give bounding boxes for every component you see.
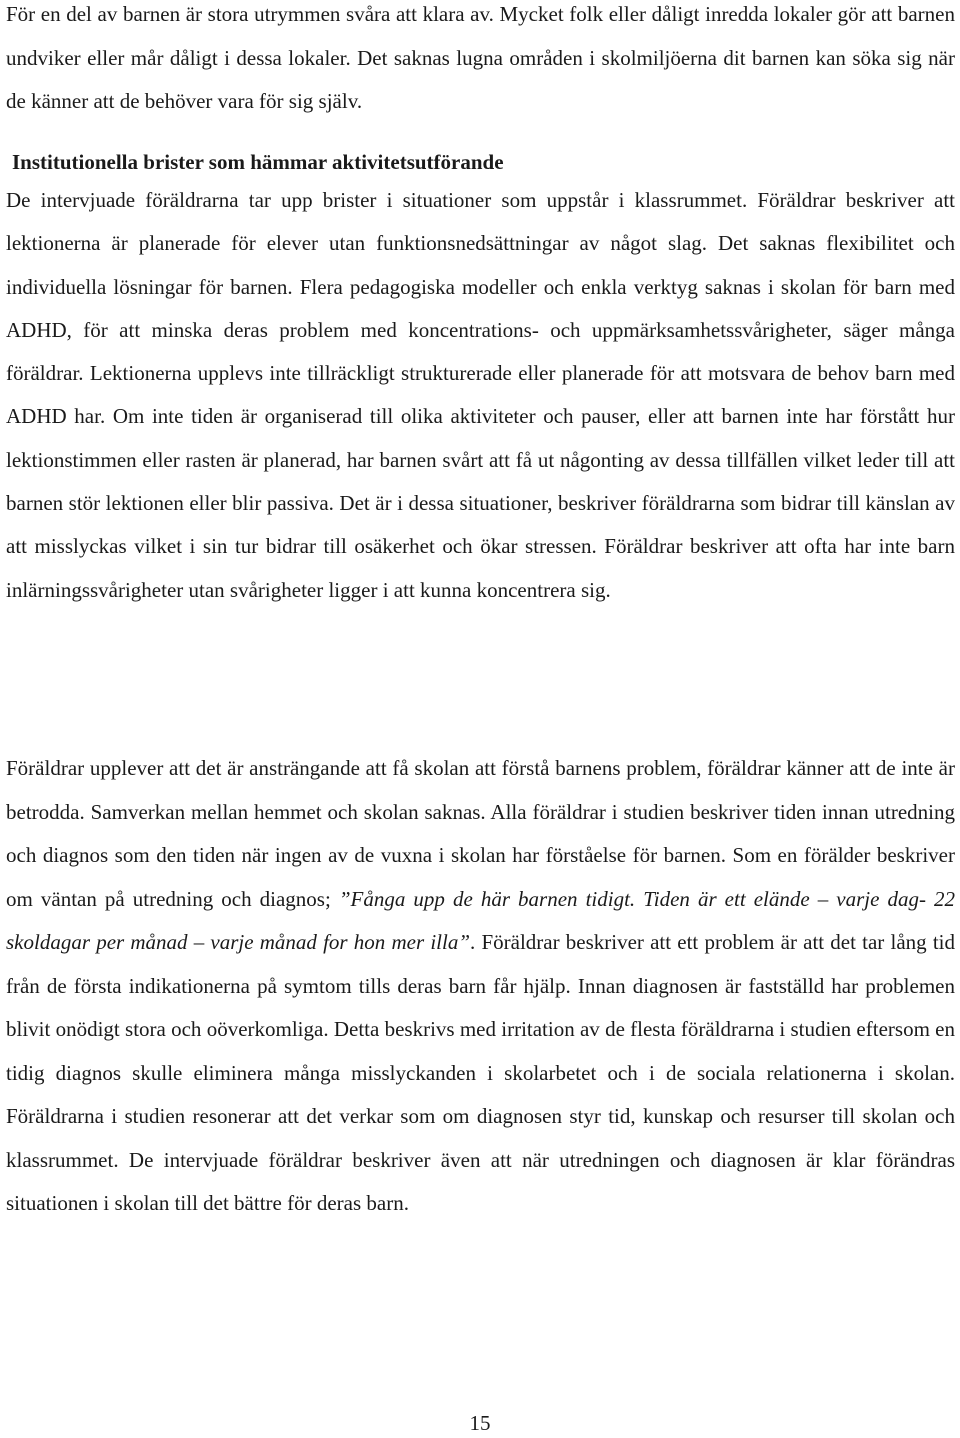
parent-quote: ”Fånga upp de här barnen tidigt. Tiden är ett elände – varje dag- 22 skoldagar per månad – varje månad for hon mer illa” <box>6 886 955 954</box>
body-paragraph-1: De intervjuade föräldrarna tar upp brister i situationer som uppstår i klassrummet. Föräldrar beskriver att lektionerna är planerade för elever utan funktionsnedsättningar av något slag. Det saknas flexibilitet och individuella lösningar för barnen. Flera pedagogiska modeller och enkla verktyg saknas i skolan för barn med ADHD, för att minska deras problem med koncentrations- och uppmärksamhetssvårigheter, säger många föräldrar. Lektionerna upplevs inte tillräckligt strukturerade eller planerade för att motsvara de behov barn med ADHD har. Om inte tiden är organiserad till olika aktiviteter och pauser, eller att barnen inte har förstått hur lektionstimmen eller rasten är planerad, har barnen svårt att få ut någonting av dessa tillfällen vilket leder till att barnen stör lektionen eller blir passiva. Det är i dessa situationer, beskriver föräldrarna som bidrar till känslan av att misslyckas vilket i sin tur bidrar till osäkerhet och ökar stressen. Föräldrar beskriver att ofta har inte barn inlärningssvårigheter utan svårigheter ligger i att kunna koncentrera sig. <box>6 188 955 602</box>
page-number: 15 <box>469 1411 491 1435</box>
section-heading: Institutionella brister som hämmar aktivitetsutförande <box>12 150 504 174</box>
body-paragraph-2 <box>6 747 955 1226</box>
paragraph-2-text-before-quote: Föräldrar upplever att det är ansträngande att få skolan att förstå barnens problem, föräldrar känner att de inte är betrodda. Samverkan mellan hemmet och skolan saknas. Alla föräldrar i studien beskriver tiden innan utredning och diagnos som den tiden när ingen av de vuxna i skolan har förståelse för barnen. Som en förälder beskriver om väntan på utredning och diagnos; <box>6 756 955 911</box>
paragraph-2-text-after-quote: . Föräldrar beskriver att ett problem är att det tar lång tid från de första indikationerna på symtom tills deras barn får hjälp. Innan diagnosen är fastställd har problemen blivit onödigt stora och oöverkomliga. Detta beskrivs med irritation av de flesta föräldrarna i studien eftersom en tidig diagnos skulle eliminera många misslyckanden i skolarbetet och i de sociala relationerna i skolan. Föräldrarna i studien resonerar att det verkar som om diagnosen styr tid, kunskap och resurser till skolan och klassrummet. De intervjuade föräldrar beskriver även att när utredningen och diagnosen är klar förändras situationen i skolan till det bättre för deras barn. <box>6 930 955 1215</box>
intro-paragraph: För en del av barnen är stora utrymmen svåra att klara av. Mycket folk eller dåligt inredda lokaler gör att barnen undviker eller mår dåligt i dessa lokaler. Det saknas lugna områden i skolmiljöerna dit barnen kan söka sig när de känner att de behöver vara för sig själv. <box>6 2 955 113</box>
